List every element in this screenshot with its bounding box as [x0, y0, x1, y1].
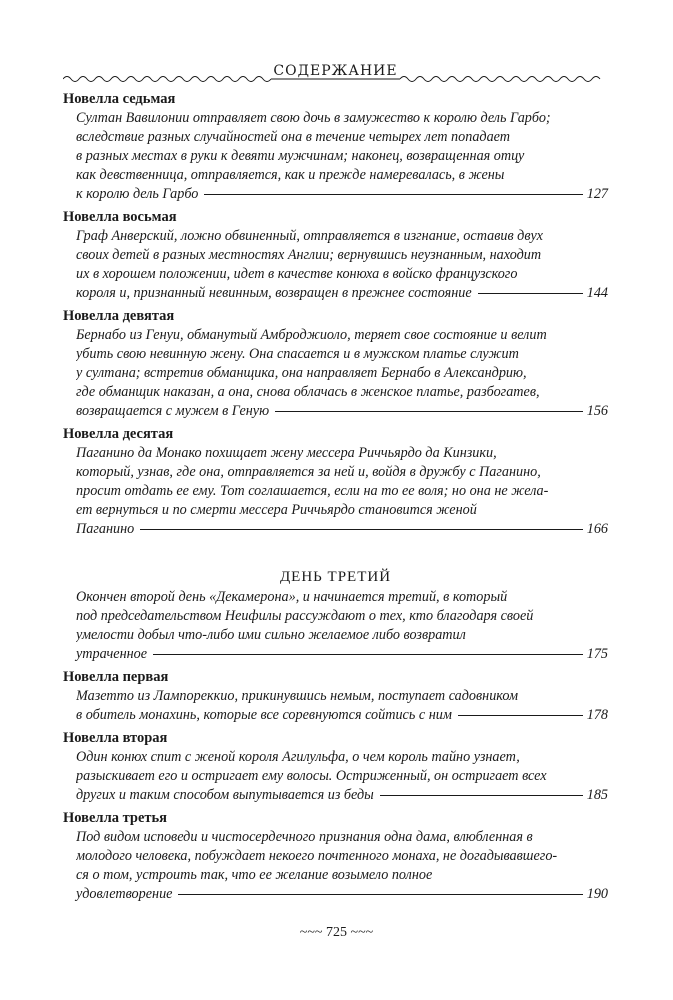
folio-ornament-right: ~~~ — [350, 925, 374, 940]
entry-description-line: вследствие разных случайностей она в течение четырех лет попадает — [76, 129, 511, 145]
entry-page-number: 175 — [586, 646, 608, 662]
toc-group-day-three — [63, 668, 608, 904]
entry-description-line: удовлетворение — [76, 886, 173, 902]
toc-entry[interactable] — [63, 425, 608, 539]
toc-group-day-two — [63, 90, 608, 539]
entry-body — [63, 227, 608, 303]
entry-description-line: Под видом исповеди и чистосердечного признания одна дама, влюбленная в — [76, 829, 533, 845]
entry-description-line: убить свою невинную жену. Она спасается и в мужском платье служит — [76, 346, 519, 362]
entry-page-number: 144 — [586, 285, 608, 301]
entry-title: Новелла девятая — [63, 308, 175, 324]
entry-page-number: 190 — [586, 886, 608, 902]
entry-title: Новелла третья — [63, 810, 168, 826]
entry-last-line — [76, 185, 608, 204]
entry-description-line: Один конюх спит с женой короля Агилульфа, о чем король тайно узнает, — [76, 749, 520, 765]
entry-title: Новелла десятая — [63, 426, 174, 442]
entry-page-number: 166 — [586, 521, 608, 537]
entry-description-line: у султана; встретив обманщика, она направляет Бернабо в Александрию, — [76, 365, 527, 381]
dot-leader — [275, 411, 583, 412]
folio-ornament-left: ~~~ — [299, 925, 323, 940]
entry-description-line: их в хорошем положении, идет в качестве конюха в войско французского — [76, 266, 518, 282]
entry-description-line: Султан Вавилонии отправляет свою дочь в замужество к королю дель Гарбо; — [76, 110, 551, 126]
entry-body — [63, 588, 608, 664]
entry-description-line: Паганино да Монако похищает жену мессера Риччьярдо да Кинзики, — [76, 445, 497, 461]
toc-entry[interactable] — [63, 307, 608, 421]
entry-title: Новелла восьмая — [63, 209, 177, 225]
entry-description-line: в обитель монахинь, которые все соревнуются сойтись с ним — [76, 707, 452, 723]
entry-body — [63, 444, 608, 539]
entry-page-number: 185 — [586, 787, 608, 803]
entry-last-line — [76, 706, 608, 725]
running-head-ornament — [63, 72, 608, 86]
folio-number: 725 — [326, 925, 347, 940]
entry-description-line: в разных местах в руки к девяти мужчинам; наконец, возвращенная отцу — [76, 148, 525, 164]
toc-entry-intro[interactable] — [63, 588, 608, 664]
entry-description-line: под председательством Неифилы рассуждают о тех, кто благодаря своей — [76, 608, 534, 624]
dot-leader — [478, 293, 583, 294]
entry-title: Новелла вторая — [63, 730, 168, 746]
entry-page-number: 178 — [586, 707, 608, 723]
dot-leader — [380, 795, 583, 796]
entry-last-line — [76, 402, 608, 421]
entry-description-line: который, узнав, где она, отправляется за ней и, войдя в дружбу с Паганино, — [76, 464, 541, 480]
entry-description-line: других и таким способом выпутывается из беды — [76, 787, 374, 803]
entry-description-line: разыскивает его и остригает ему волосы. Остриженный, он остригает всех — [76, 768, 547, 784]
entry-description-line: где обманщик наказан, а она, снова облачась в женское платье, разбогатев, — [76, 384, 540, 400]
entry-title: Новелла первая — [63, 669, 169, 685]
entry-description-line: Граф Анверский, ложно обвиненный, отправляется в изгнание, оставив двух — [76, 228, 543, 244]
day-heading: ДЕНЬ ТРЕТИЙ — [279, 569, 392, 585]
entry-description-line: как девственница, отправляется, как и прежде намеревалась, в жены — [76, 167, 505, 183]
toc-entry[interactable] — [63, 729, 608, 805]
entry-body — [63, 326, 608, 421]
page — [63, 0, 608, 908]
entry-description-line: ся о том, устроить так, что ее желание возымело полное — [76, 867, 433, 883]
dot-leader — [178, 894, 582, 895]
entry-page-number: 156 — [586, 403, 608, 419]
entry-last-line — [76, 520, 608, 539]
entry-description-line: умелости добыл что-либо ими сильно желаемое либо возвратил — [76, 627, 466, 643]
toc-entry[interactable] — [63, 208, 608, 303]
entry-description-line: Бернабо из Генуи, обманутый Амброджиоло, теряет свое состояние и велит — [76, 327, 547, 343]
running-head — [63, 0, 608, 90]
dot-leader — [140, 529, 582, 530]
entry-description-line: ет вернуться и по смерти мессера Риччьярдо становится женой — [76, 502, 477, 518]
entry-description-line: утраченное — [76, 646, 148, 662]
entry-description-line: своих детей в разных местностях Англии; вернувшись неузнанным, находит — [76, 247, 542, 263]
entry-description-line: Паганино — [76, 521, 135, 537]
entry-page-number: 127 — [586, 186, 608, 202]
entry-last-line — [76, 645, 608, 664]
dot-leader — [204, 194, 582, 195]
dot-leader — [458, 715, 583, 716]
page-number — [0, 925, 673, 941]
entry-description-line: Мазетто из Лампореккио, прикинувшись немым, поступает садовником — [76, 688, 519, 704]
entry-description-line: возвращается с мужем в Геную — [76, 403, 270, 419]
entry-body — [63, 748, 608, 805]
entry-title: Новелла седьмая — [63, 91, 176, 107]
entry-description-line: Окончен второй день «Декамерона», и начинается третий, в который — [76, 589, 508, 605]
toc-entry[interactable] — [63, 90, 608, 204]
entry-description-line: просит отдать ее ему. Тот соглашается, если на то ее воля; но она не жела- — [76, 483, 549, 499]
entry-last-line — [76, 284, 608, 303]
toc-entry[interactable] — [63, 809, 608, 904]
dot-leader — [153, 654, 583, 655]
running-head-title: СОДЕРЖАНИЕ — [273, 63, 398, 79]
entry-body — [63, 687, 608, 725]
entry-last-line — [76, 786, 608, 805]
entry-description-line: короля и, признанный невинным, возвращен в прежнее состояние — [76, 285, 472, 301]
entry-description-line: молодого человека, побуждает некоего почтенного монаха, не догадывавшего- — [76, 848, 558, 864]
entry-body — [63, 109, 608, 204]
entry-last-line — [76, 885, 608, 904]
entry-description-line: к королю дель Гарбо — [76, 186, 199, 202]
toc-entry[interactable] — [63, 668, 608, 725]
entry-body — [63, 828, 608, 904]
